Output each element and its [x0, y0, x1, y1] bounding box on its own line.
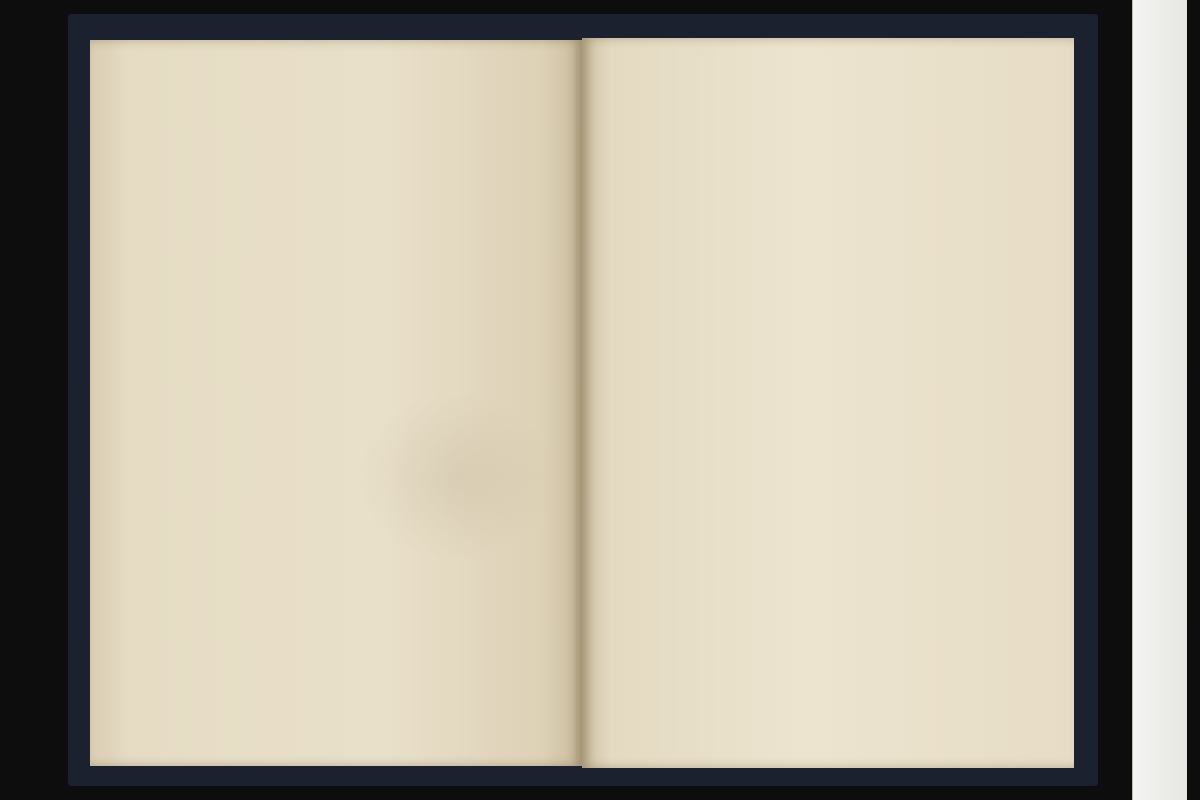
- measuring-ruler: [1132, 0, 1187, 800]
- right-page-text: [612, 190, 998, 192]
- right-page: [582, 38, 1074, 768]
- watermark: [356, 392, 556, 562]
